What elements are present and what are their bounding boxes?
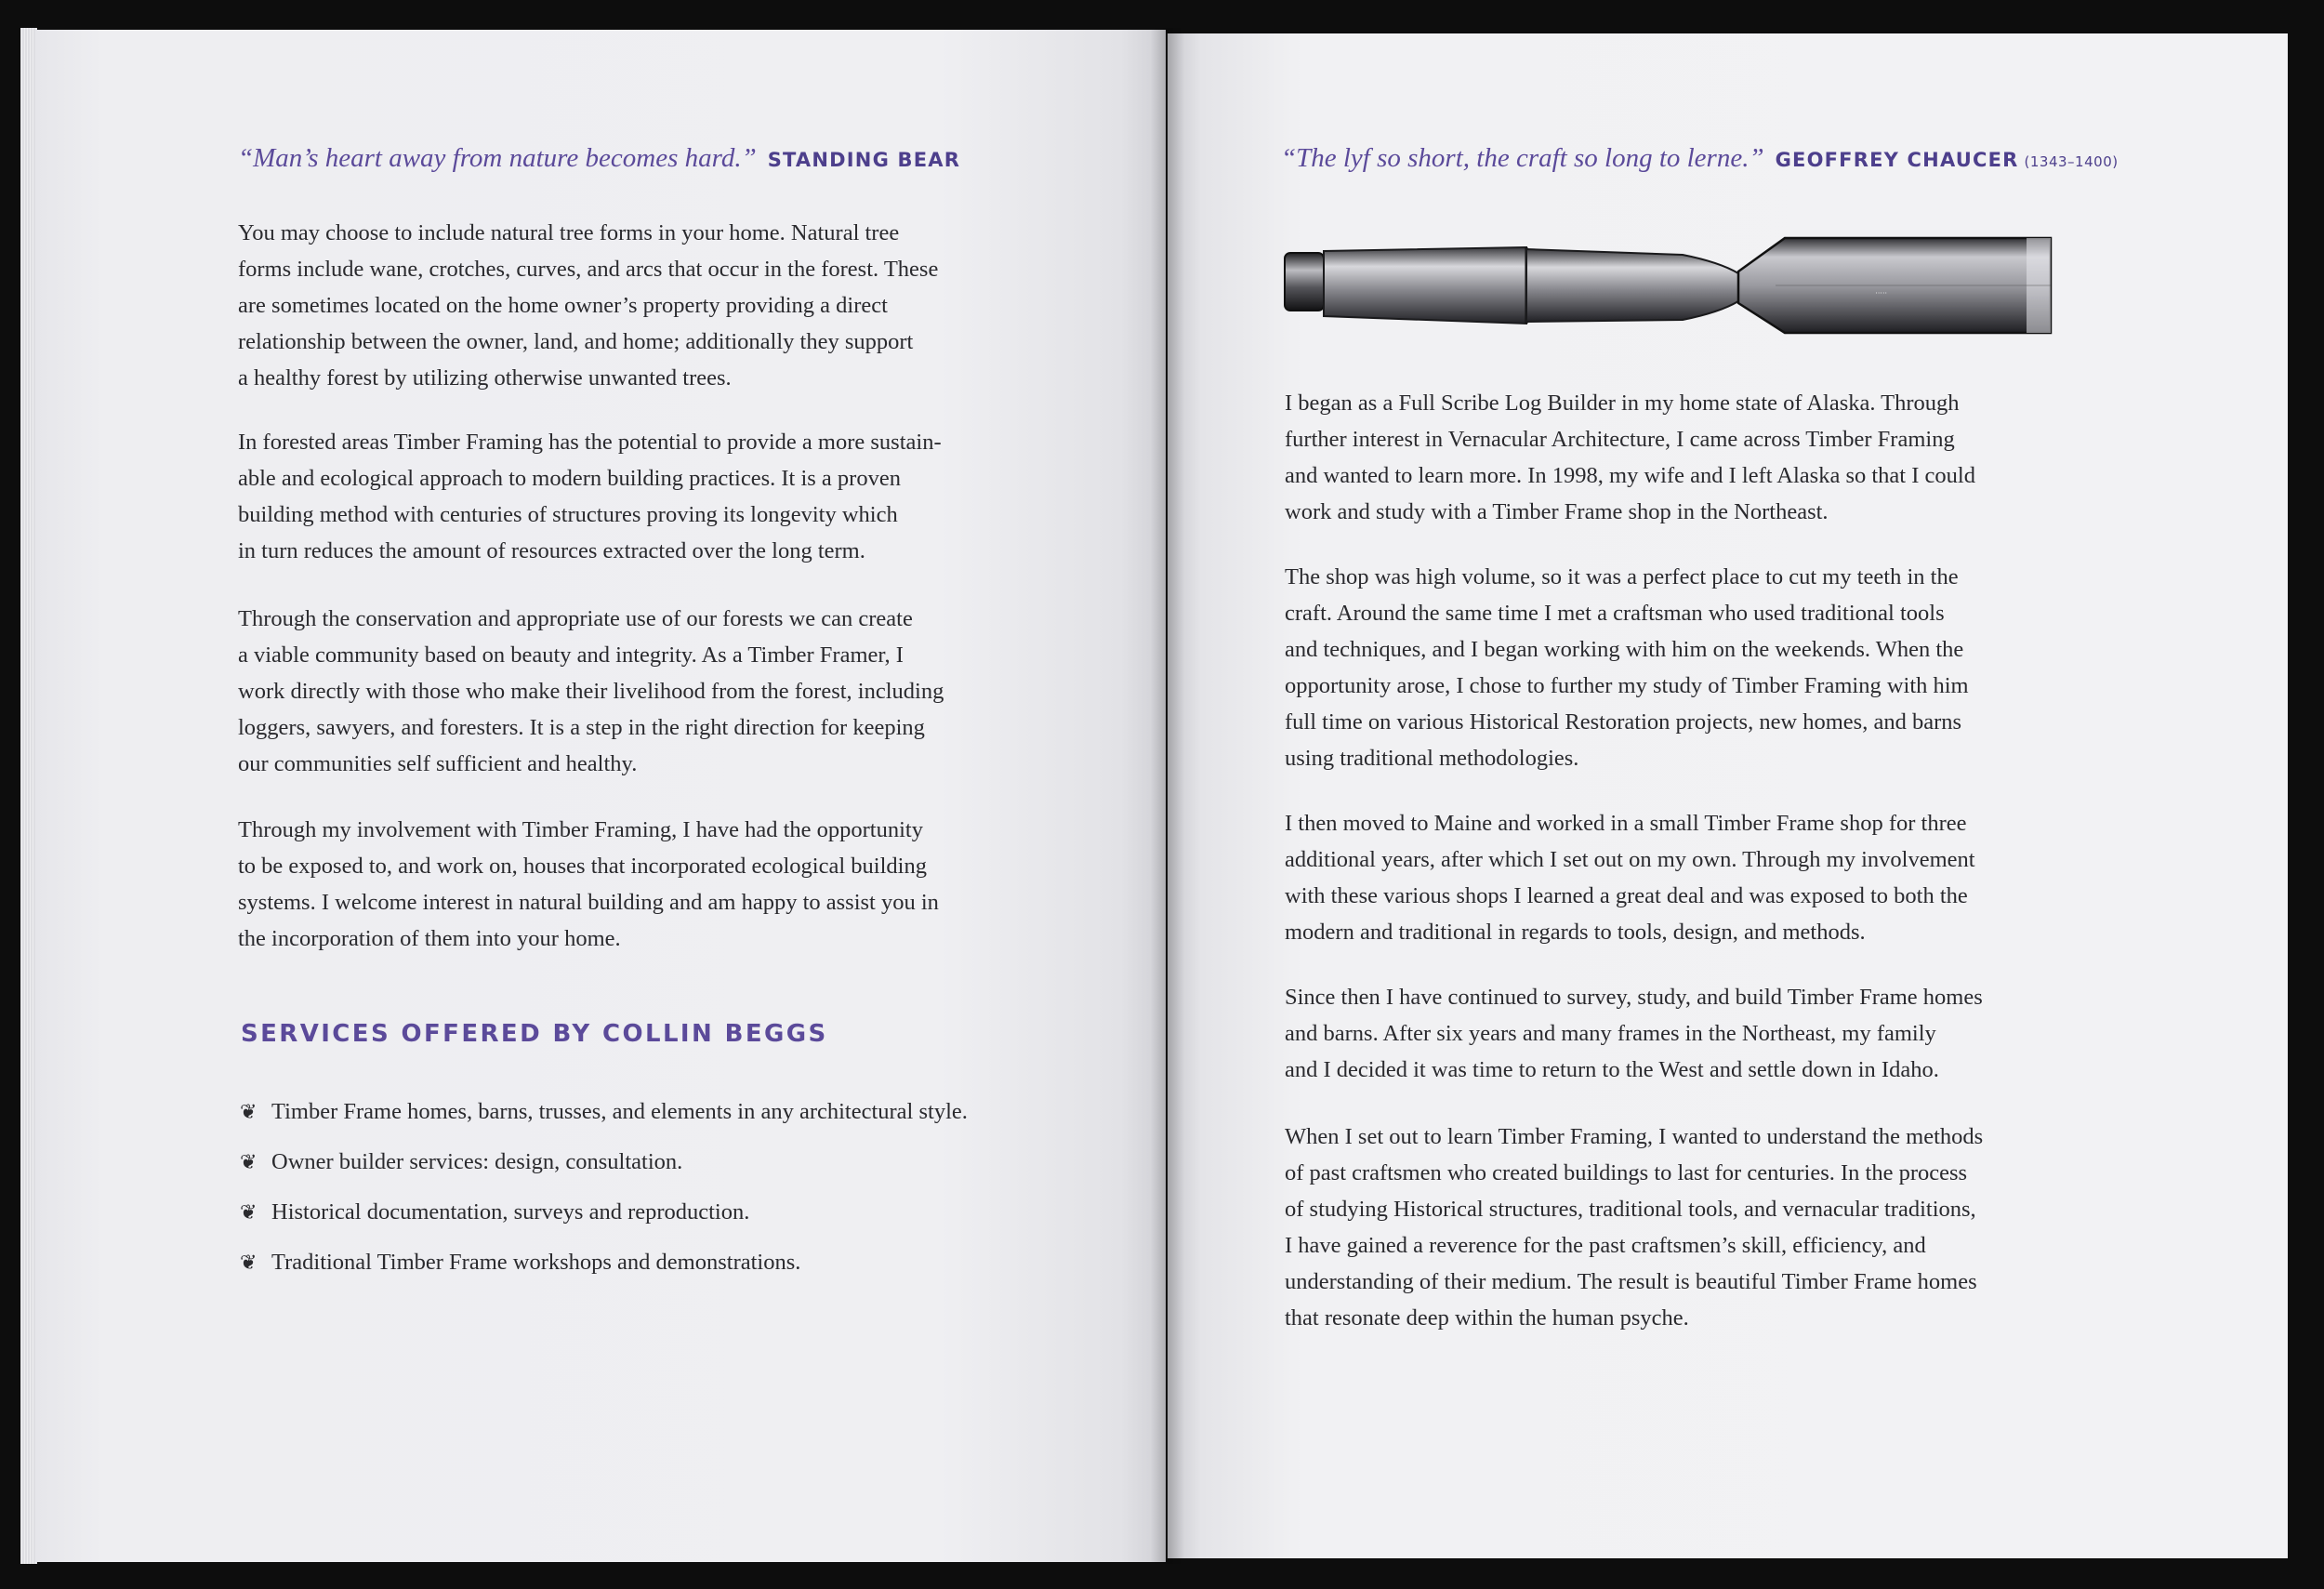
text-line: of past craftsmen who created buildings to last for centuries. In the process <box>1285 1160 1968 1185</box>
left-paragraph <box>238 812 939 957</box>
text-line: and wanted to learn more. In 1998, my wife and I left Alaska so that I could <box>1285 463 1975 488</box>
text-line: opportunity arose, I chose to further my study of Timber Framing with him <box>1285 673 1969 698</box>
text-line: In forested areas Timber Framing has the potential to provide a more sustain- <box>238 430 942 455</box>
left-paragraph <box>238 601 944 782</box>
left-paragraph <box>238 215 938 396</box>
right-quote-attribution: GEOFFREY CHAUCER <box>1775 149 2019 171</box>
list-item <box>240 1090 968 1140</box>
text-line: When I set out to learn Timber Framing, I wanted to understand the methods <box>1285 1124 1984 1149</box>
fleuron-bullet-icon: ❦ <box>240 1251 257 1274</box>
text-line: systems. I welcome interest in natural building and am happy to assist you in <box>238 890 939 915</box>
text-line: You may choose to include natural tree forms in your home. Natural tree <box>238 220 900 245</box>
text-line: additional years, after which I set out on my own. Through my involvement <box>1285 847 1975 872</box>
text-line: relationship between the owner, land, and home; additionally they support <box>238 329 914 354</box>
text-line: with these various shops I learned a great deal and was exposed to both the <box>1285 883 1968 908</box>
text-line: modern and traditional in regards to tools, design, and methods. <box>1285 920 1866 945</box>
text-line: and techniques, and I began working with him on the weekends. When the <box>1285 637 1964 662</box>
services-heading: SERVICES OFFERED BY COLLIN BEGGS <box>241 1020 828 1048</box>
text-line: I have gained a reverence for the past craftsmen’s skill, efficiency, and <box>1285 1233 1926 1258</box>
text-line: and I decided it was time to return to the West and settle down in Idaho. <box>1285 1057 1939 1082</box>
right-paragraph <box>1285 1119 1983 1336</box>
text-line: using traditional methodologies. <box>1285 746 1579 771</box>
text-line: building method with centuries of structures proving its longevity which <box>238 502 898 527</box>
right-quote-dates: (1343–1400) <box>2024 153 2119 170</box>
text-line: and barns. After six years and many frames in the Northeast, my family <box>1285 1021 1936 1046</box>
text-line: I began as a Full Scribe Log Builder in my home state of Alaska. Through <box>1285 391 1960 416</box>
text-line: work directly with those who make their livelihood from the forest, including <box>238 679 944 704</box>
right-paragraph <box>1285 385 1975 530</box>
text-line: Through the conservation and appropriate use of our forests we can create <box>238 606 913 631</box>
services-list <box>240 1090 968 1291</box>
text-line: full time on various Historical Restoration projects, new homes, and barns <box>1285 709 1962 735</box>
text-line: I then moved to Maine and worked in a small Timber Frame shop for three <box>1285 811 1967 836</box>
left-paragraph <box>238 424 942 569</box>
right-paragraph <box>1285 559 1969 776</box>
text-line: Since then I have continued to survey, study, and build Timber Frame homes <box>1285 985 1983 1010</box>
left-epigraph <box>238 143 960 174</box>
fleuron-bullet-icon: ❦ <box>240 1150 257 1173</box>
text-line: understanding of their medium. The result is beautiful Timber Frame homes <box>1285 1269 1977 1294</box>
left-quote-text: “Man’s heart away from nature becomes hard.” <box>238 143 757 173</box>
text-line: able and ecological approach to modern building practices. It is a proven <box>238 466 901 491</box>
text-line: are sometimes located on the home owner’s property providing a direct <box>238 293 888 318</box>
right-quote-text: “The lyf so short, the craft so long to lerne.” <box>1281 143 1764 173</box>
text-line: forms include wane, crotches, curves, and arcs that occur in the forest. These <box>238 257 939 282</box>
book-spine <box>1151 28 1184 1564</box>
chisel-illustration <box>1283 234 2054 337</box>
text-line: to be exposed to, and work on, houses that incorporated ecological building <box>238 854 927 879</box>
text-line: further interest in Vernacular Architecture, I came across Timber Framing <box>1285 427 1955 452</box>
svg-text:·····: ····· <box>1875 288 1887 297</box>
text-line: Through my involvement with Timber Framing, I have had the opportunity <box>238 817 923 842</box>
service-text: Historical documentation, surveys and reproduction. <box>271 1199 750 1225</box>
right-paragraph <box>1285 979 1983 1088</box>
right-paragraph <box>1285 805 1975 950</box>
text-line: of studying Historical structures, traditional tools, and vernacular traditions, <box>1285 1197 1976 1222</box>
text-line: our communities self sufficient and healthy. <box>238 751 638 776</box>
fleuron-bullet-icon: ❦ <box>240 1200 257 1224</box>
text-line: The shop was high volume, so it was a perfect place to cut my teeth in the <box>1285 564 1959 589</box>
text-line: craft. Around the same time I met a craftsman who used traditional tools <box>1285 601 1945 626</box>
service-text: Timber Frame homes, barns, trusses, and elements in any architectural style. <box>271 1099 968 1124</box>
text-line: in turn reduces the amount of resources extracted over the long term. <box>238 538 865 563</box>
service-text: Traditional Timber Frame workshops and demonstrations. <box>271 1250 801 1275</box>
text-line: the incorporation of them into your home. <box>238 926 621 951</box>
right-epigraph <box>1281 143 2119 174</box>
list-item <box>240 1140 968 1190</box>
text-line: work and study with a Timber Frame shop in the Northeast. <box>1285 499 1829 524</box>
left-quote-attribution: STANDING BEAR <box>767 149 961 171</box>
text-line: a viable community based on beauty and integrity. As a Timber Framer, I <box>238 642 904 668</box>
text-line: a healthy forest by utilizing otherwise unwanted trees. <box>238 365 732 391</box>
text-line: that resonate deep within the human psyche. <box>1285 1305 1689 1331</box>
text-line: loggers, sawyers, and foresters. It is a step in the right direction for keeping <box>238 715 925 740</box>
fleuron-bullet-icon: ❦ <box>240 1100 257 1123</box>
service-text: Owner builder services: design, consultation. <box>271 1149 683 1174</box>
list-item <box>240 1190 968 1240</box>
list-item <box>240 1240 968 1291</box>
